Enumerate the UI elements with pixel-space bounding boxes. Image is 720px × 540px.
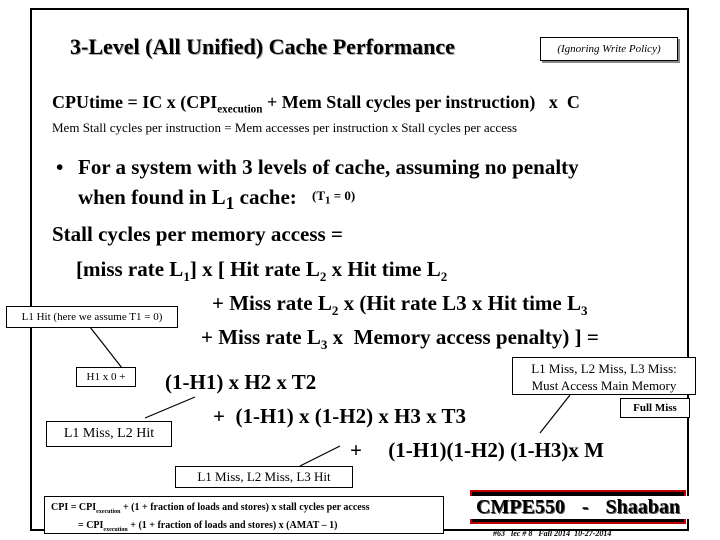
connector-l1-hit: [90, 327, 122, 368]
bullet-l1-sub: 1: [225, 193, 235, 214]
stall-cycles-heading: Stall cycles per memory access =: [52, 222, 343, 246]
formula-line-3: [201, 325, 599, 353]
full-miss-line-1: L1 Miss, L2 Miss, L3 Miss:: [531, 361, 677, 376]
write-policy-note: (Ignoring Write Policy): [540, 37, 678, 61]
cpi-line-1-sub: execution: [96, 509, 121, 515]
bullet-line-2: when found in L: [78, 185, 226, 209]
course-code: CMPE550: [470, 496, 571, 518]
cpu-time-rest: + Mem Stall cycles per instruction) x C: [262, 92, 580, 112]
cpi-execution-sub: execution: [217, 103, 263, 116]
formula-l3-b: x Memory access penalty) ] =: [327, 325, 599, 349]
t1-note-sub: 1: [325, 194, 331, 207]
connector-full-miss: [540, 395, 570, 433]
formula-l1-b: ] x [ Hit rate L: [189, 257, 320, 281]
t1-note: [312, 188, 356, 207]
full-miss-label: Full Miss: [620, 398, 690, 418]
cpi-line-2-b: + (1 + fraction of loads and stores) x (AMAT – 1): [127, 520, 338, 531]
formula-line-1: [76, 257, 447, 285]
course-dash: -: [571, 496, 600, 518]
cpi-line-1: [51, 501, 439, 519]
formula-l3-a: + Miss rate L: [201, 325, 321, 349]
h-formula-line-3: + (1-H1)(1-H2) (1-H3)x M: [350, 438, 604, 462]
mem-stall-equation: Mem Stall cycles per instruction = Mem accesses per instruction x Stall cycles per access: [52, 120, 518, 135]
connector-l3-hit: [300, 446, 340, 466]
l1-miss-l2-hit-box: L1 Miss, L2 Hit: [46, 421, 172, 447]
bullet-point: [56, 152, 579, 220]
h1-box: H1 x 0 +: [76, 367, 136, 387]
formula-l1-s2: 2: [319, 269, 327, 285]
l3-hit-box: L1 Miss, L2 Miss, L3 Hit: [175, 466, 353, 488]
formula-l1-s1: 1: [183, 269, 190, 285]
cpu-time-main: CPUtime = IC x (CPI: [52, 92, 218, 112]
cpi-line-2-sub: execution: [103, 527, 128, 533]
cpi-line-1-a: CPI = CPI: [51, 502, 97, 513]
cpi-formula-box: [44, 496, 444, 534]
cpi-line-2-a: = CPI: [78, 520, 104, 531]
formula-line-2: [212, 291, 588, 319]
cpi-line-1-b: + (1 + fraction of loads and stores) x stall cycles per access: [120, 502, 370, 513]
h-formula-line-1: (1-H1) x H2 x T2: [165, 370, 317, 394]
formula-l2-a: + Miss rate L: [212, 291, 332, 315]
formula-l2-s2: 3: [580, 303, 588, 319]
cpi-line-2: [51, 519, 439, 537]
formula-l1-a: [miss rate L: [76, 257, 184, 281]
formula-l1-s3: 2: [440, 269, 448, 285]
slide-footer: #63 lec # 8 Fall 2014 10-27-2014: [493, 529, 612, 538]
bullet-line-2-end: cache:: [234, 185, 297, 209]
bullet-line-1: For a system with 3 levels of cache, assuming no penalty: [78, 155, 579, 179]
course-badge: [470, 490, 686, 524]
formula-l3-s1: 3: [320, 337, 328, 353]
formula-l2-s1: 2: [331, 303, 339, 319]
full-miss-line-2: Must Access Main Memory: [531, 378, 677, 393]
course-badge-text: [464, 496, 692, 519]
full-miss-description-box: [512, 357, 696, 395]
cpu-time-equation: [52, 92, 580, 116]
connector-l2-hit: [145, 397, 195, 418]
formula-l1-c: x Hit time L: [326, 257, 441, 281]
h-formula-line-2: + (1-H1) x (1-H2) x H3 x T3: [213, 404, 467, 428]
page-title: 3-Level (All Unified) Cache Performance: [70, 34, 455, 59]
formula-l2-b: x (Hit rate L3 x Hit time L: [338, 291, 581, 315]
bullet-icon: •: [56, 155, 64, 179]
t1-note-a: (T: [312, 188, 326, 203]
t1-note-end: = 0): [330, 188, 356, 203]
course-author: Shaaban: [600, 496, 687, 518]
l1-hit-box: L1 Hit (here we assume T1 = 0): [6, 306, 178, 328]
